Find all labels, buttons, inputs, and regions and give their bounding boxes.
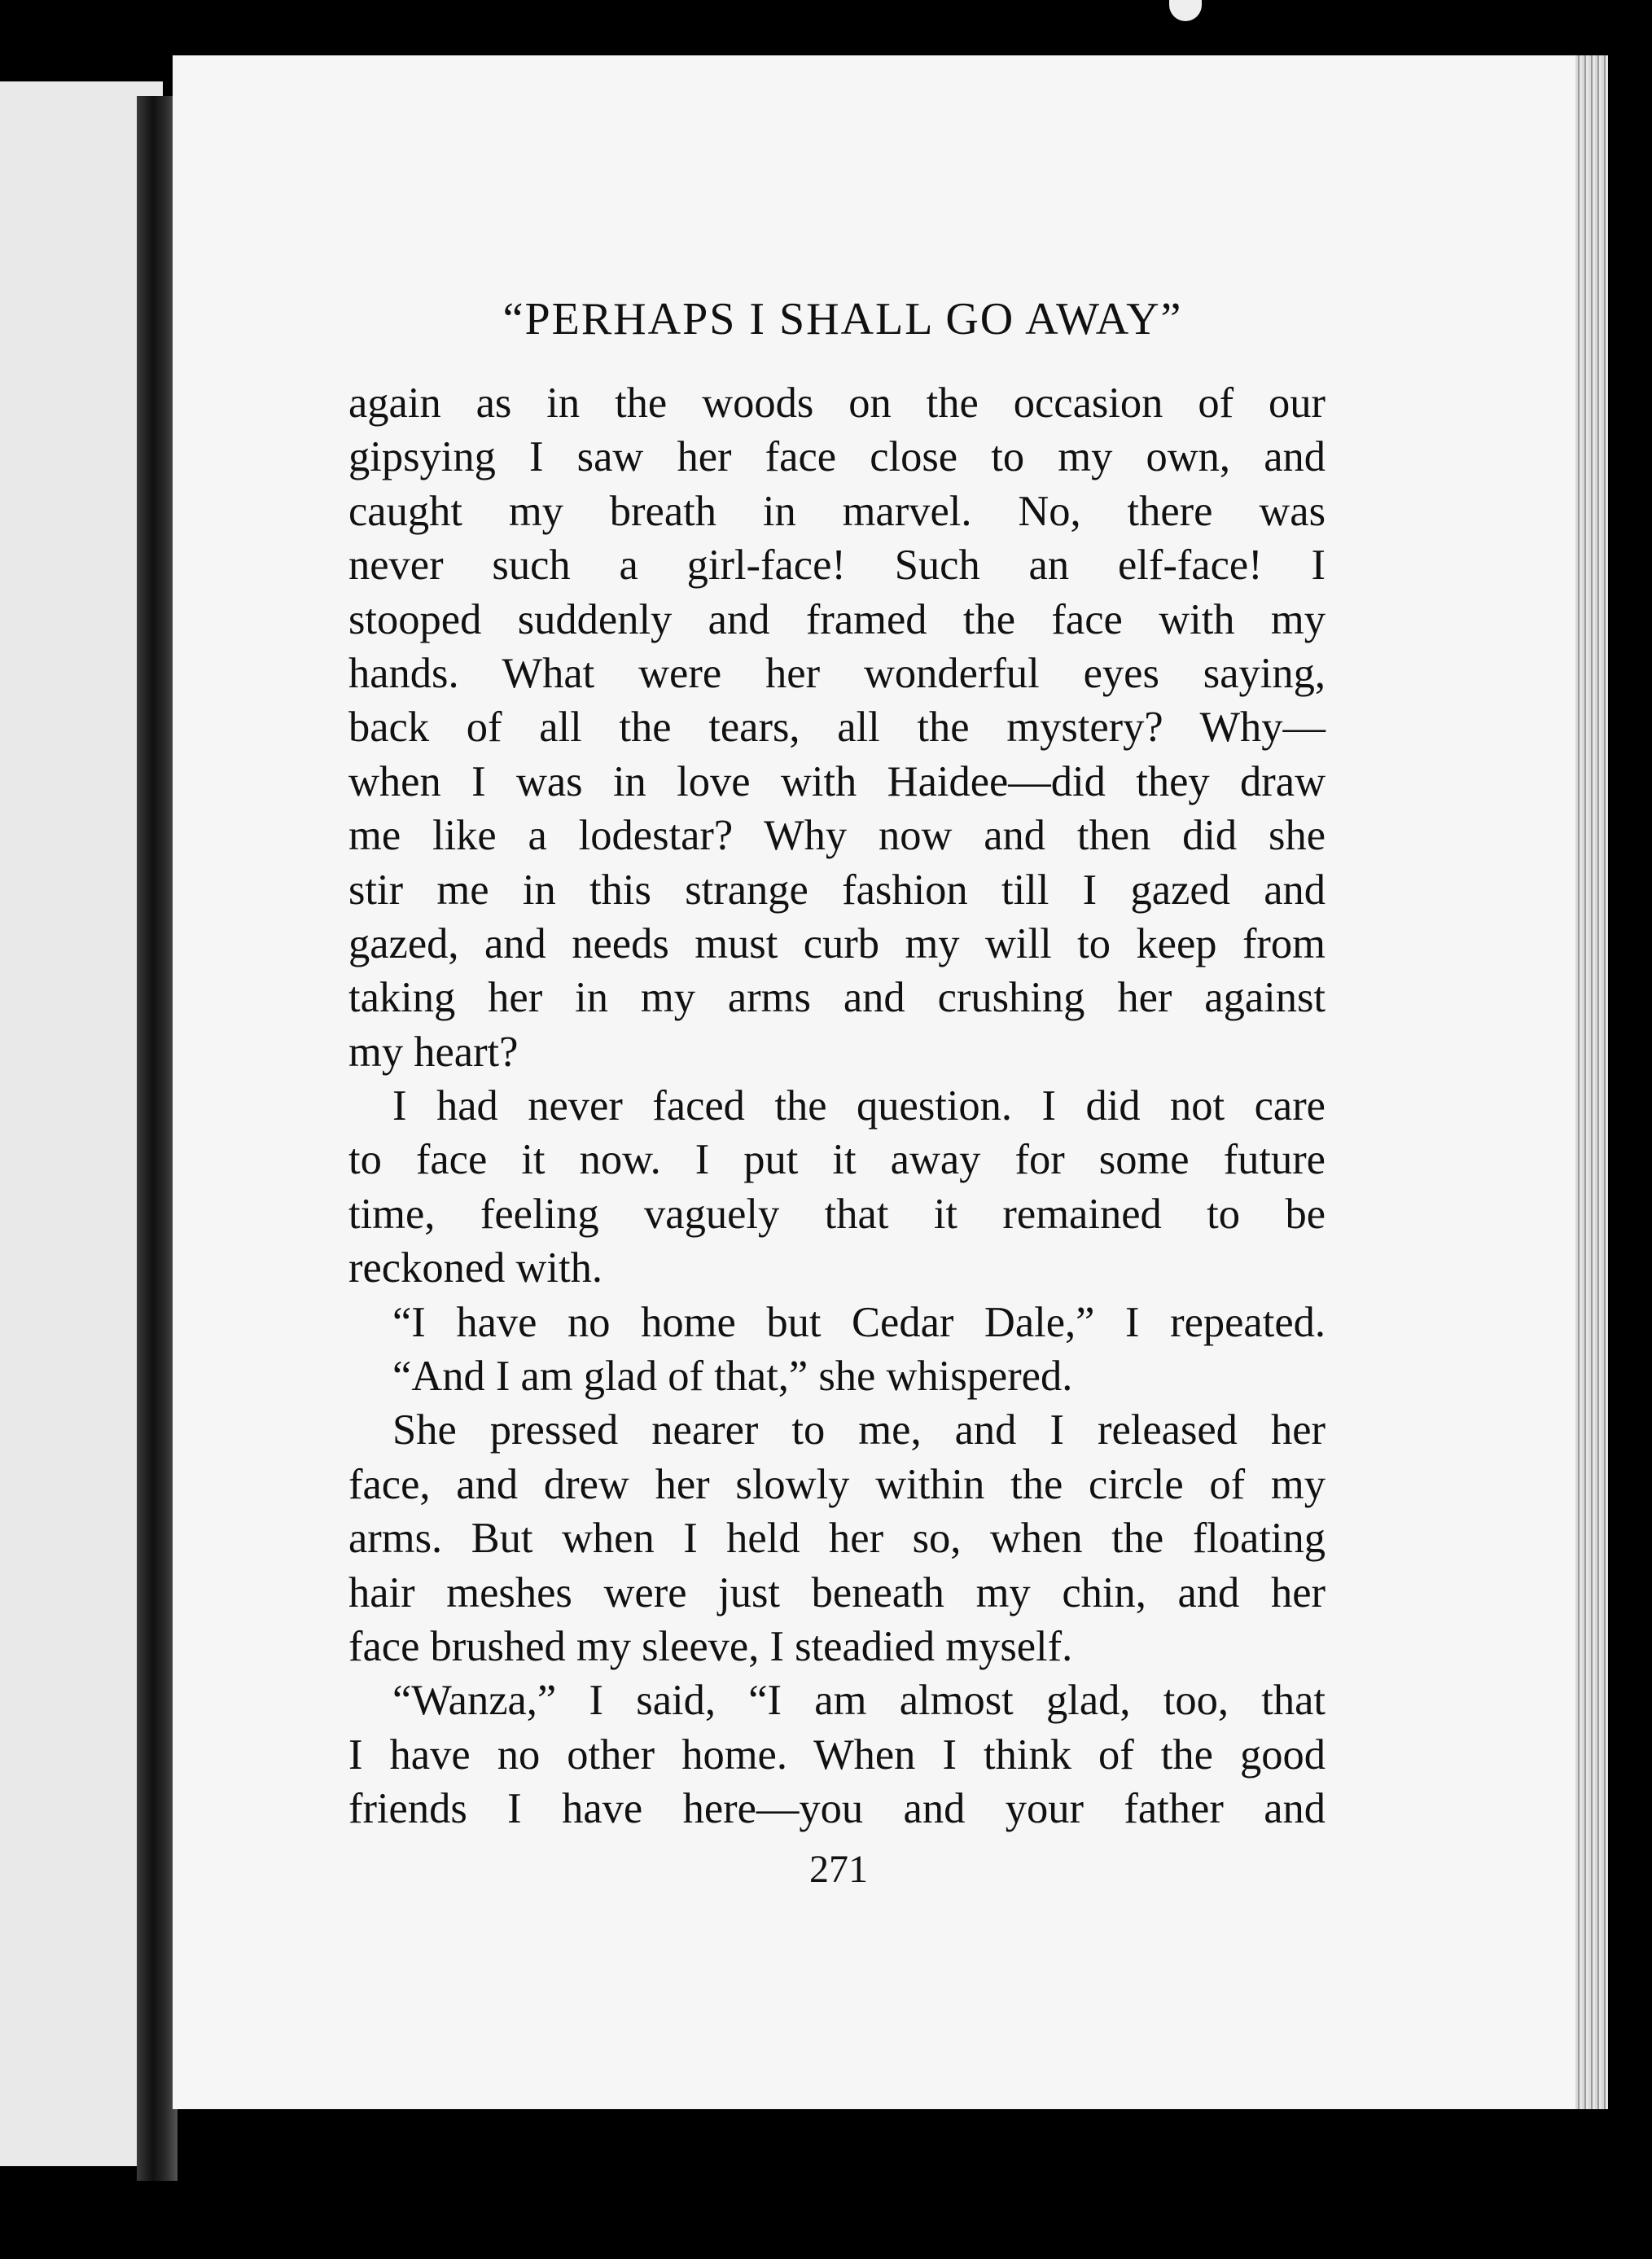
- text-line: to face it now. I put it away for some future: [348, 1136, 1326, 1184]
- text-line: hands. What were her wonderful eyes saying,: [348, 649, 1326, 697]
- body-text: [348, 376, 1326, 1836]
- text-line: I have no other home. When I think of the good: [348, 1730, 1326, 1779]
- text-line: reckoned with.: [348, 1244, 603, 1292]
- text-line: hair meshes were just beneath my chin, and her: [348, 1568, 1326, 1616]
- text-line: stir me in this strange fashion till I gazed and: [348, 866, 1326, 914]
- page-edges: [1575, 55, 1608, 2109]
- text-line: back of all the tears, all the mystery? Why—: [348, 704, 1326, 752]
- text-line: “And I am glad of that,” she whispered.: [392, 1353, 1073, 1401]
- text-line: She pressed nearer to me, and I released her: [392, 1406, 1326, 1454]
- text-line: face brushed my sleeve, I steadied myself.: [348, 1622, 1073, 1670]
- text-line: gazed, and needs must curb my will to keep from: [348, 919, 1326, 967]
- running-head: “PERHAPS I SHALL GO AWAY”: [502, 294, 1183, 344]
- text-line: friends I have here—you and your father and: [348, 1785, 1326, 1833]
- text-line: arms. But when I held her so, when the floating: [348, 1515, 1326, 1563]
- text-line: “I have no home but Cedar Dale,” I repeated.: [392, 1298, 1326, 1346]
- text-line: caught my breath in marvel. No, there was: [348, 487, 1326, 535]
- text-line: again as in the woods on the occasion of our: [348, 379, 1326, 427]
- text-line: “Wanza,” I said, “I am almost glad, too, that: [392, 1677, 1326, 1725]
- text-line: face, and drew her slowly within the circle of my: [348, 1460, 1326, 1508]
- text-line: taking her in my arms and crushing her against: [348, 974, 1326, 1022]
- text-line: gipsying I saw her face close to my own, and: [348, 433, 1326, 481]
- text-line: time, feeling vaguely that it remained to be: [348, 1190, 1326, 1238]
- book-gutter: [137, 96, 177, 2181]
- text-line: my heart?: [348, 1028, 519, 1076]
- text-line: never such a girl-face! Such an elf-face! I: [348, 542, 1326, 590]
- text-line: me like a lodestar? Why now and then did she: [348, 812, 1326, 860]
- text-line: I had never faced the question. I did not care: [392, 1082, 1326, 1130]
- scan-speck: [1169, 0, 1202, 21]
- text-line: when I was in love with Haidee—did they draw: [348, 757, 1326, 805]
- text-line: stooped suddenly and framed the face with my: [348, 595, 1326, 643]
- page-number: 271: [809, 1848, 868, 1891]
